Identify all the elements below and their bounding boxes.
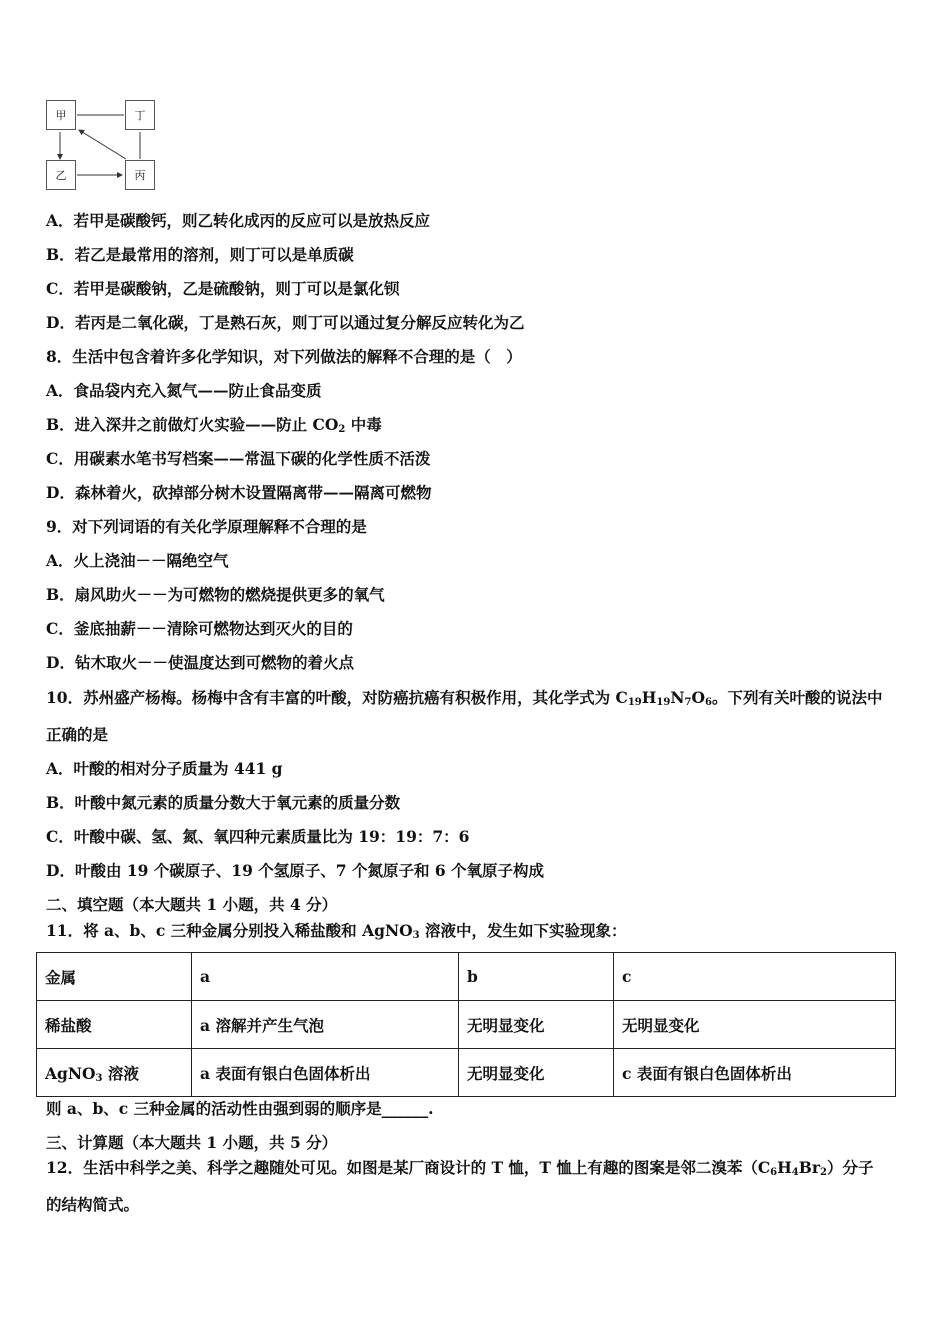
table-cell [37,1049,192,1097]
table-header-row [37,953,896,1001]
box-bing: 丙 [125,160,155,190]
table-cell: 无明显变化 [614,1001,896,1049]
q10-stem-line2: 正确的是 [46,725,109,744]
q10-stem-post: 。下列有关叶酸的说法中 [711,688,883,707]
q9-option-b: B．扇风助火－－为可燃物的燃烧提供更多的氧气 [46,585,385,604]
table-cell: a 表面有银白色固体析出 [192,1049,459,1097]
q9-option-a: A．火上浇油－－隔绝空气 [46,551,229,570]
q11-stem-post: 溶液中，发生如下实验现象： [419,921,627,940]
q12-br: Br [798,1158,821,1177]
q10-option-a: A．叶酸的相对分子质量为 441 g [46,759,283,778]
table-cell: 稀盐酸 [37,1001,192,1049]
q12-sub-br: 2 [820,1167,828,1178]
arrow-bing-jia [79,130,126,159]
section-2-heading: 二、填空题（本大题共 1 小题，共 4 分） [46,895,338,914]
q11-stem [46,921,627,946]
table-cell: b [459,953,614,1001]
reaction-diagram [40,95,170,195]
q10-option-d: D．叶酸由 19 个碳原子、19 个氢原子、7 个氮原子和 6 个氧原子构成 [46,861,545,880]
q12-stem-post: ）分子 [827,1158,874,1177]
q11-stem-sub: 3 [412,930,420,941]
q10-o: O [691,688,705,707]
table-cell: 无明显变化 [459,1049,614,1097]
table-row [37,1001,896,1049]
table-cell: 金属 [37,953,192,1001]
q8-stem: 8．生活中包含着许多化学知识，对下列做法的解释不合理的是（ ） [46,347,522,366]
table-row [37,1049,896,1097]
table-cell: c [614,953,896,1001]
q10-option-b: B．叶酸中氮元素的质量分数大于氧元素的质量分数 [46,793,401,812]
q10-h: H [641,688,657,707]
experiment-table [36,952,896,1097]
q11-conclusion: 则 a、b、c 三种金属的活动性由强到弱的顺序是______. [46,1099,434,1118]
table-cell: 无明显变化 [459,1001,614,1049]
table-cell: a [192,953,459,1001]
box-ding: 丁 [125,100,155,130]
row2-label-sub: 3 [95,1072,103,1084]
q9-option-d: D．钻木取火－－使温度达到可燃物的着火点 [46,653,354,672]
q12-stem-line2: 的结构简式。 [46,1195,140,1214]
box-jia: 甲 [46,100,76,130]
q8-option-a: A．食品袋内充入氮气——防止食品变质 [46,381,322,400]
section-3-heading: 三、计算题（本大题共 1 小题，共 5 分） [46,1133,338,1152]
q7-option-c: C．若甲是碳酸钠，乙是硫酸钠，则丁可以是氯化钡 [46,279,400,298]
q7-option-b: B．若乙是最常用的溶剂，则丁可以是单质碳 [46,245,354,264]
q10-sub-h: 19 [656,697,671,708]
q9-option-c: C．釜底抽薪－－清除可燃物达到灭火的目的 [46,619,353,638]
q11-stem-text: 11．将 a、b、c 三种金属分别投入稀盐酸和 AgNO [46,921,413,940]
q12-stem-text: 12．生活中科学之美、科学之趣随处可见。如图是某厂商设计的 T 恤，T 恤上有趣的图案是邻二溴苯（C [46,1158,771,1177]
q8-b-text: B．进入深井之前做灯火实验——防止 CO [46,415,339,434]
q10-sub-o: 6 [704,697,712,708]
q10-sub-n: 7 [684,697,692,708]
q8-option-b [46,415,382,440]
box-yi: 乙 [46,160,76,190]
q8-option-c: C．用碳素水笔书写档案——常温下碳的化学性质不活泼 [46,449,431,468]
q10-sub-c: 19 [627,697,642,708]
q10-n: N [670,688,685,707]
q7-option-d: D．若丙是二氧化碳，丁是熟石灰，则丁可以通过复分解反应转化为乙 [46,313,525,332]
q8-b-post: 中毒 [345,415,382,434]
q12-sub-h: 4 [791,1167,799,1178]
q12-sub-c: 6 [770,1167,778,1178]
table-cell: a 溶解并产生气泡 [192,1001,459,1049]
q12-h: H [777,1158,792,1177]
q7-option-a: A．若甲是碳酸钙，则乙转化成丙的反应可以是放热反应 [46,211,431,230]
row2-label-post: 溶液 [102,1063,139,1083]
q8-option-d: D．森林着火，砍掉部分树木设置隔离带——隔离可燃物 [46,483,432,502]
q10-stem [46,688,882,713]
q8-b-sub: 2 [338,424,346,435]
table-cell: c 表面有银白色固体析出 [614,1049,896,1097]
q12-stem [46,1158,874,1183]
row2-label: AgNO [45,1063,96,1083]
q9-stem: 9．对下列词语的有关化学原理解释不合理的是 [46,517,367,536]
q10-option-c: C．叶酸中碳、氢、氮、氧四种元素质量比为 19：19：7：6 [46,827,470,846]
q10-stem-text: 10．苏州盛产杨梅。杨梅中含有丰富的叶酸，对防癌抗癌有积极作用，其化学式为 C [46,688,628,707]
